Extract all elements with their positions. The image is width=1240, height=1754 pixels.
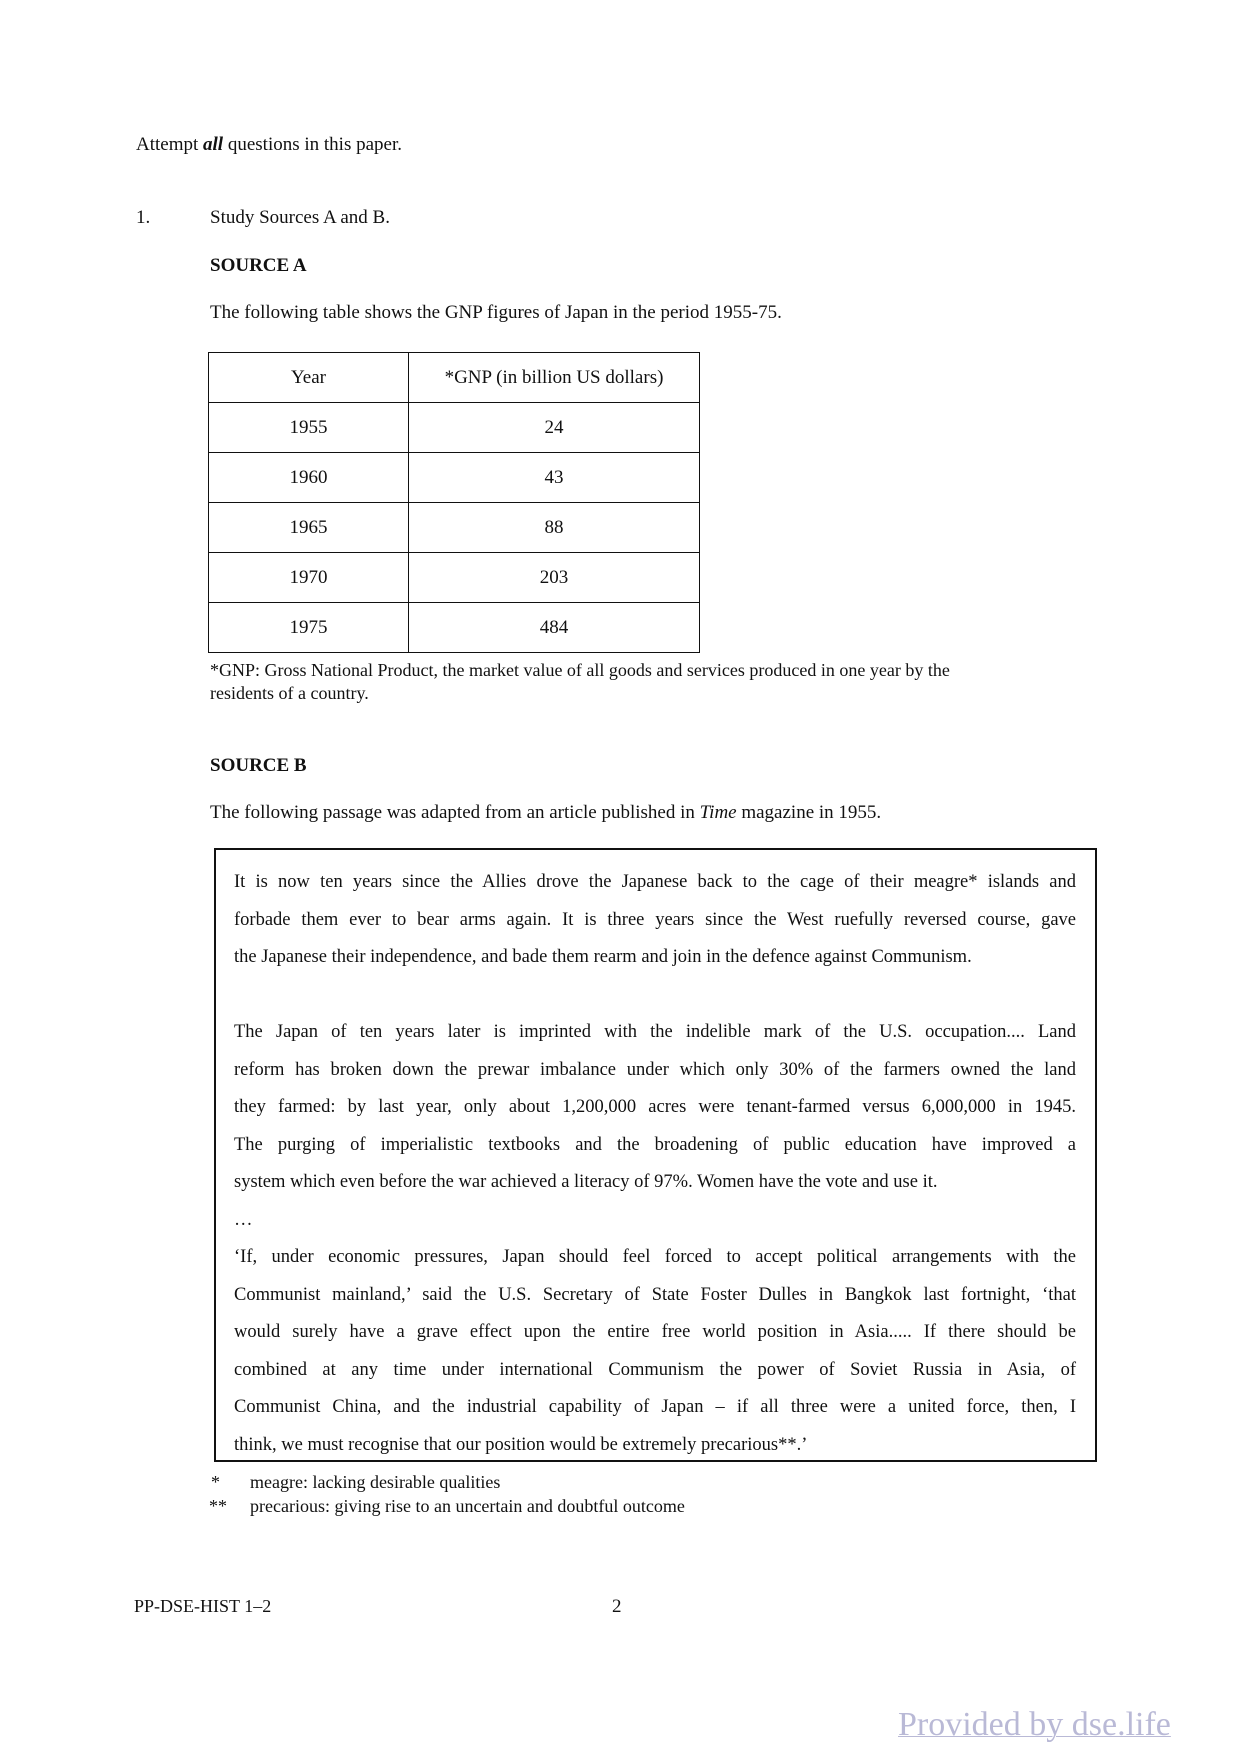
source-b-heading: SOURCE B [210, 755, 307, 776]
table-cell-gnp: 88 [409, 503, 700, 553]
footnote-marker: ** [209, 1496, 227, 1516]
passage-line: forbade them ever to bear arms again. It is three years since the West ruefully reversed course, gave [234, 909, 1076, 930]
table-row [209, 403, 700, 453]
table-row [209, 503, 700, 553]
instructions-emphasis: all [203, 134, 224, 155]
passage-line: Communist China, and the industrial capability of Japan – if all three were a united force, then, I [234, 1397, 1076, 1417]
passage-line: would surely have a grave effect upon the entire free world position in Asia..... If there should be [234, 1322, 1076, 1342]
source-a-description: The following table shows the GNP figures of Japan in the period 1955-75. [210, 302, 782, 323]
footnote-text: meagre: lacking desirable qualities [250, 1472, 501, 1492]
table-header-year: Year [209, 353, 409, 403]
footnote-marker: * [211, 1472, 220, 1492]
gnp-footnote-line-2: residents of a country. [210, 683, 369, 703]
passage-line: system which even before the war achieved a literacy of 97%. Women have the vote and use it. [234, 1172, 938, 1192]
passage-line: It is now ten years since the Allies drove the Japanese back to the cage of their meagre* islands and [234, 872, 1076, 892]
passage-line: reform has broken down the prewar imbalance under which only 30% of the farmers owned the land [234, 1059, 1076, 1080]
table-cell-year: 1975 [209, 603, 409, 653]
question-number: 1. [136, 207, 151, 228]
table-cell-year: 1955 [209, 403, 409, 453]
instructions-post: questions in this paper. [223, 134, 402, 155]
passage-line: Communist mainland,’ said the U.S. Secretary of State Foster Dulles in Bangkok last fortnight, ‘that [234, 1284, 1076, 1305]
table-cell-gnp: 203 [409, 553, 700, 603]
source-b-description-pre: The following passage was adapted from an article published in [210, 802, 700, 823]
table-header-gnp: *GNP (in billion US dollars) [409, 353, 700, 403]
question-text: Study Sources A and B. [210, 207, 390, 228]
paper-code: PP-DSE-HIST 1–2 [134, 1596, 272, 1616]
table-cell-year: 1965 [209, 503, 409, 553]
passage-line: they farmed: by last year, only about 1,200,000 acres were tenant-farmed versus 6,000,000 in 1945. [234, 1097, 1076, 1117]
passage-line: think, we must recognise that our position would be extremely precarious**.’ [234, 1434, 808, 1455]
passage-line: ‘If, under economic pressures, Japan should feel forced to accept political arrangements with the [234, 1247, 1076, 1267]
source-b-passage [214, 848, 1097, 1462]
table-header-row [209, 353, 700, 403]
provider-watermark-link[interactable]: Provided by dse.life [898, 1706, 1171, 1743]
source-b-description-post: magazine in 1955. [736, 802, 882, 823]
passage-paragraph-gap [234, 977, 1076, 1015]
instructions [136, 134, 402, 156]
source-b-magazine-title: Time [699, 802, 737, 823]
table-row [209, 453, 700, 503]
table-cell-year: 1970 [209, 553, 409, 603]
passage-line: combined at any time under international Communism the power of Soviet Russia in Asia, of [234, 1359, 1076, 1380]
instructions-pre: Attempt [136, 134, 204, 155]
passage-line: The purging of imperialistic textbooks and the broadening of public education have improved a [234, 1134, 1076, 1155]
gnp-footnote [210, 659, 1105, 705]
gnp-footnote-line-1: *GNP: Gross National Product, the market value of all goods and services produced in one year by the [210, 660, 950, 680]
page-number: 2 [612, 1596, 622, 1617]
table-cell-gnp: 24 [409, 403, 700, 453]
table-cell-gnp: 484 [409, 603, 700, 653]
passage-line: the Japanese their independence, and bade them rearm and join in the defence against Communism. [234, 947, 972, 967]
table-cell-gnp: 43 [409, 453, 700, 503]
table-row [209, 553, 700, 603]
source-b-description [210, 802, 881, 824]
table-row [209, 603, 700, 653]
passage-ellipsis: … [234, 1209, 253, 1230]
gnp-table [208, 352, 700, 653]
footnote-text: precarious: giving rise to an uncertain and doubtful outcome [250, 1496, 685, 1516]
passage-line: The Japan of ten years later is imprinted with the indelible mark of the U.S. occupation.... Land [234, 1022, 1076, 1042]
source-a-heading: SOURCE A [210, 255, 307, 276]
table-cell-year: 1960 [209, 453, 409, 503]
